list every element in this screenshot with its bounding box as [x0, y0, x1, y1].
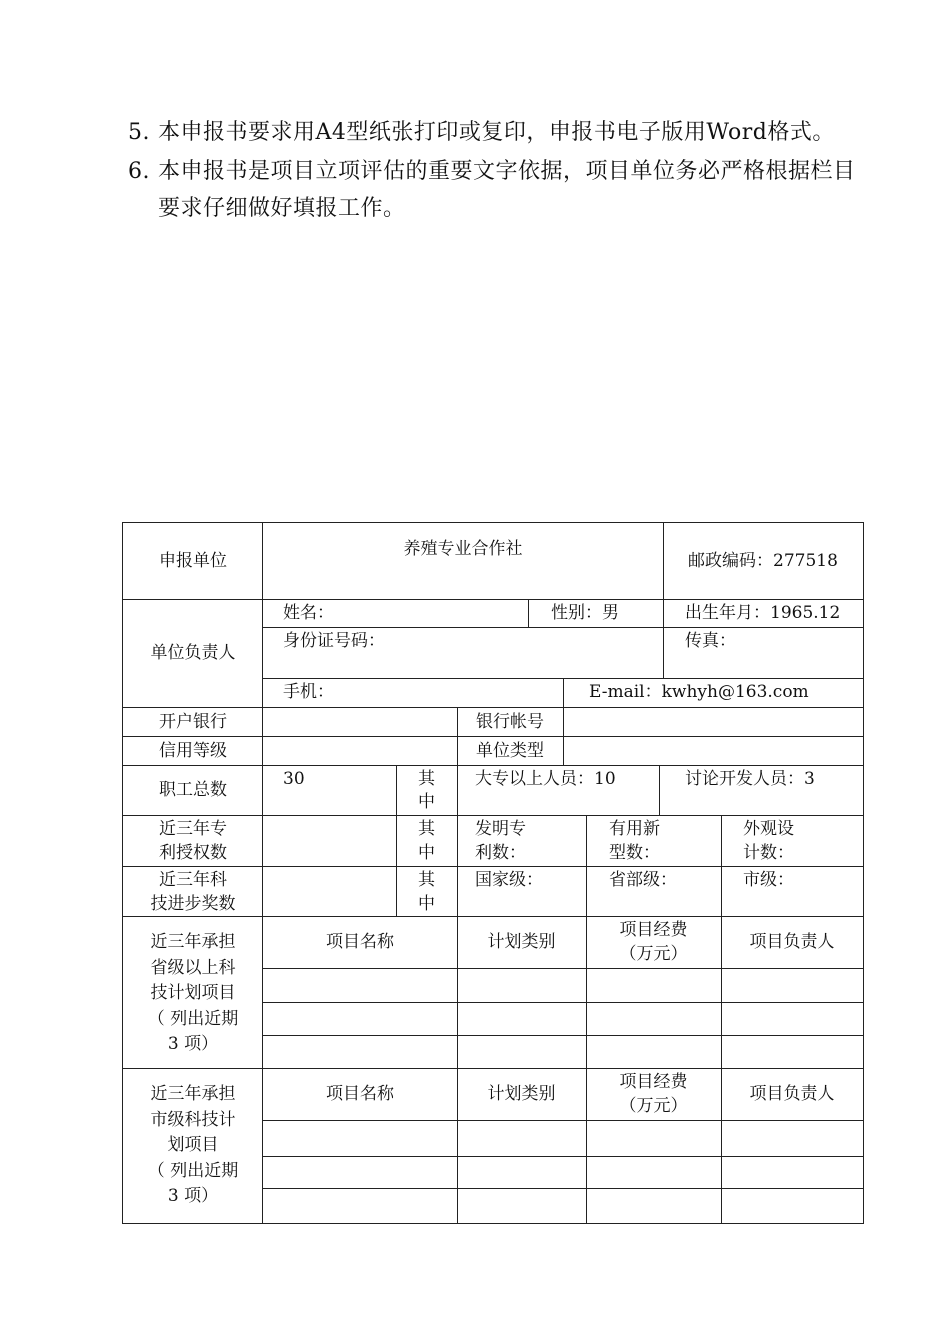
label-line: （ 列出近期	[147, 1160, 239, 1181]
design-label-2: 计数：	[743, 843, 794, 863]
unit-type-label: 单位类型	[476, 740, 544, 761]
qizhong-bottom: 中	[418, 792, 435, 812]
gender-field: 性别：男	[551, 603, 619, 623]
credit-label: 信用等级	[159, 740, 227, 761]
header-project-fund	[586, 1070, 721, 1118]
header-project-leader: 项目负责人	[749, 932, 835, 952]
notes-section	[128, 114, 868, 229]
mobile-field: 手机：	[283, 682, 334, 702]
label-line: 技计划项目	[150, 983, 236, 1003]
invention-label-1: 发明专	[475, 819, 526, 839]
award-label-2: 技进步奖数	[150, 894, 236, 914]
patent-label-2: 利授权数	[159, 843, 227, 863]
rd-staff-field: 讨论开发人员：3	[685, 769, 815, 789]
email-field: E-mail：kwhyh@163.com	[589, 682, 809, 702]
utility-label-1: 有用新	[609, 819, 660, 839]
fund-line-1: 项目经费	[619, 920, 688, 940]
provincial-projects-label	[123, 930, 263, 1058]
label-line: 省级以上科	[150, 957, 236, 978]
id-number-field: 身份证号码：	[283, 631, 385, 651]
city-award-field: 市级：	[743, 870, 794, 890]
name-field: 姓名：	[283, 603, 334, 623]
fund-line-2: （万元）	[619, 944, 688, 964]
qizhong-bottom: 中	[418, 843, 435, 863]
label-line: 3 项）	[167, 1034, 219, 1054]
unit-name-value: 养殖专业合作社	[403, 539, 523, 559]
note-number: 6.	[128, 159, 150, 184]
staff-value: 30	[283, 769, 305, 789]
label-line: 近三年承担	[150, 932, 236, 952]
note-number: 5.	[128, 120, 150, 145]
label-line: 3 项）	[167, 1186, 219, 1206]
fax-field: 传真：	[685, 631, 736, 651]
qizhong-top: 其	[418, 870, 435, 890]
city-projects-label	[123, 1082, 263, 1210]
application-form	[122, 522, 864, 1224]
account-label: 银行帐号	[476, 711, 544, 732]
bank-label: 开户银行	[159, 711, 227, 732]
award-label-1: 近三年科	[159, 870, 227, 890]
header-project-leader: 项目负责人	[749, 1084, 835, 1104]
college-staff-field: 大专以上人员：10	[475, 769, 616, 789]
qizhong-top: 其	[418, 769, 435, 789]
note-item	[128, 114, 868, 151]
note-text: 本申报书要求用A4型纸张打印或复印，申报书电子版用Word格式。	[158, 120, 835, 145]
fund-line-1: 项目经费	[619, 1072, 688, 1092]
unit-label: 申报单位	[159, 551, 227, 571]
header-project-name: 项目名称	[326, 1084, 394, 1104]
qizhong-bottom: 中	[418, 894, 435, 914]
invention-label-2: 利数：	[475, 843, 526, 863]
header-project-fund	[586, 918, 721, 966]
qizhong-top: 其	[418, 819, 435, 839]
patent-label-1: 近三年专	[159, 819, 227, 839]
label-line: 划项目	[167, 1135, 219, 1155]
note-text: 本申报书是项目立项评估的重要文字依据，项目单位务必严格根据栏目要求仔细做好填报工作。	[158, 159, 856, 221]
staff-label: 职工总数	[159, 780, 227, 800]
header-project-name: 项目名称	[326, 932, 394, 952]
header-plan-category: 计划类别	[487, 932, 556, 952]
postcode-field: 邮政编码：277518	[688, 551, 838, 571]
national-award-field: 国家级：	[475, 870, 543, 890]
label-line: 市级科技计	[150, 1109, 236, 1130]
header-plan-category: 计划类别	[487, 1084, 556, 1104]
label-line: 近三年承担	[150, 1084, 236, 1104]
fund-line-2: （万元）	[619, 1096, 688, 1116]
label-line: （ 列出近期	[147, 1008, 239, 1029]
leader-label: 单位负责人	[150, 643, 236, 663]
provincial-award-field: 省部级：	[609, 870, 677, 890]
utility-label-2: 型数：	[609, 843, 660, 863]
design-label-1: 外观设	[743, 819, 794, 839]
note-item	[128, 153, 868, 227]
birth-field: 出生年月：1965.12	[685, 603, 841, 623]
